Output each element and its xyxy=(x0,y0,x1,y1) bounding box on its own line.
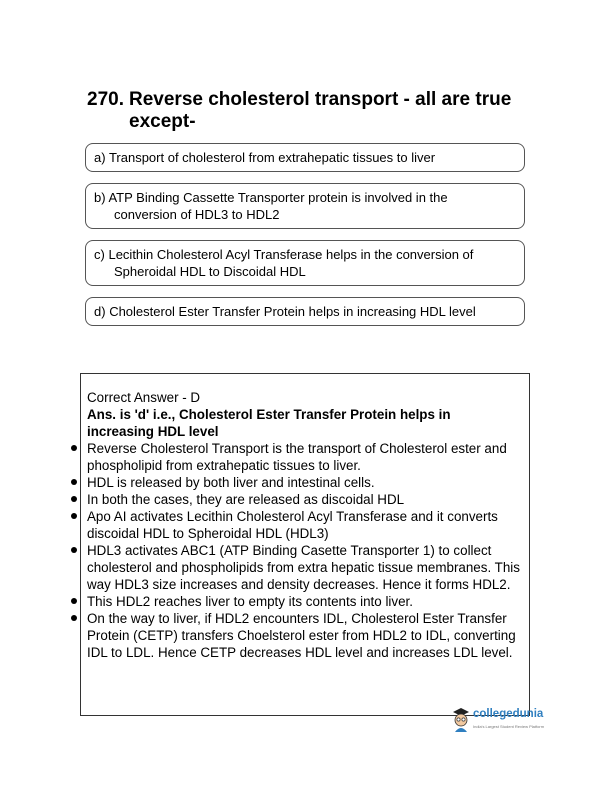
bullet-icon xyxy=(71,513,77,519)
bullet-icon xyxy=(71,598,77,604)
option-d-text: Cholesterol Ester Transfer Protein helps in increasing HDL level xyxy=(109,304,476,319)
collegedunia-logo xyxy=(451,706,551,736)
list-item: HDL is released by both liver and intestinal cells. xyxy=(68,474,530,491)
option-a-text: Transport of cholesterol from extrahepatic tissues to liver xyxy=(108,150,436,165)
option-c[interactable] xyxy=(85,240,525,286)
question-number: 270. xyxy=(87,89,124,110)
option-a[interactable] xyxy=(85,143,525,172)
option-b-label: b) xyxy=(94,190,106,205)
bullet-icon xyxy=(71,479,77,485)
option-d[interactable] xyxy=(85,297,525,326)
option-a-label: a) xyxy=(94,150,106,165)
correct-answer: Correct Answer - D xyxy=(87,390,201,405)
explanation-title: Ans. is 'd' i.e., Cholesterol Ester Transfer Protein helps in increasing HDL level xyxy=(87,407,451,439)
list-item: This HDL2 reaches liver to empty its contents into liver. xyxy=(68,593,530,610)
bullet-icon xyxy=(71,547,77,553)
list-item: HDL3 activates ABC1 (ATP Binding Casette Transporter 1) to collect cholesterol and phospholipids from extra hepatic tissue membranes. This way HDL3 size increases and density decreases. Hence it forms HDL2. xyxy=(68,542,530,593)
brand-name: collegedunia xyxy=(473,708,544,720)
list-item: Reverse Cholesterol Transport is the transport of Cholesterol ester and phospholipid from extrahepatic tissues to liver. xyxy=(68,440,530,474)
bullet-icon xyxy=(71,445,77,451)
option-c-label: c) xyxy=(94,247,105,262)
list-item: On the way to liver, if HDL2 encounters IDL, Cholesterol Ester Transfer Protein (CETP) transfers Choelsterol ester from HDL2 to IDL, converting IDL to LDL. Hence CETP decreases HDL level and increases LDL level. xyxy=(68,610,530,661)
option-b[interactable] xyxy=(85,183,525,229)
question-text: Reverse cholesterol transport - all are true except- xyxy=(129,89,512,132)
option-d-label: d) xyxy=(94,304,106,319)
explanation-list xyxy=(68,440,530,661)
list-item: Apo AI activates Lecithin Cholesterol Acyl Transferase and it converts discoidal HDL to Spheroidal HDL (HDL3) xyxy=(68,508,530,542)
bullet-icon xyxy=(71,615,77,621)
list-item: In both the cases, they are released as discoidal HDL xyxy=(68,491,530,508)
option-b-text: ATP Binding Cassette Transporter protein is involved in the conversion of HDL3 to HDL2 xyxy=(108,190,448,222)
option-c-text: Lecithin Cholesterol Acyl Transferase helps in the conversion of Spheroidal HDL to Discoidal HDL xyxy=(108,247,474,279)
bullet-icon xyxy=(71,496,77,502)
brand-tagline: India's Largest Student Review Platform xyxy=(473,724,545,729)
mascot-icon xyxy=(451,706,471,732)
answer-header xyxy=(87,389,517,440)
